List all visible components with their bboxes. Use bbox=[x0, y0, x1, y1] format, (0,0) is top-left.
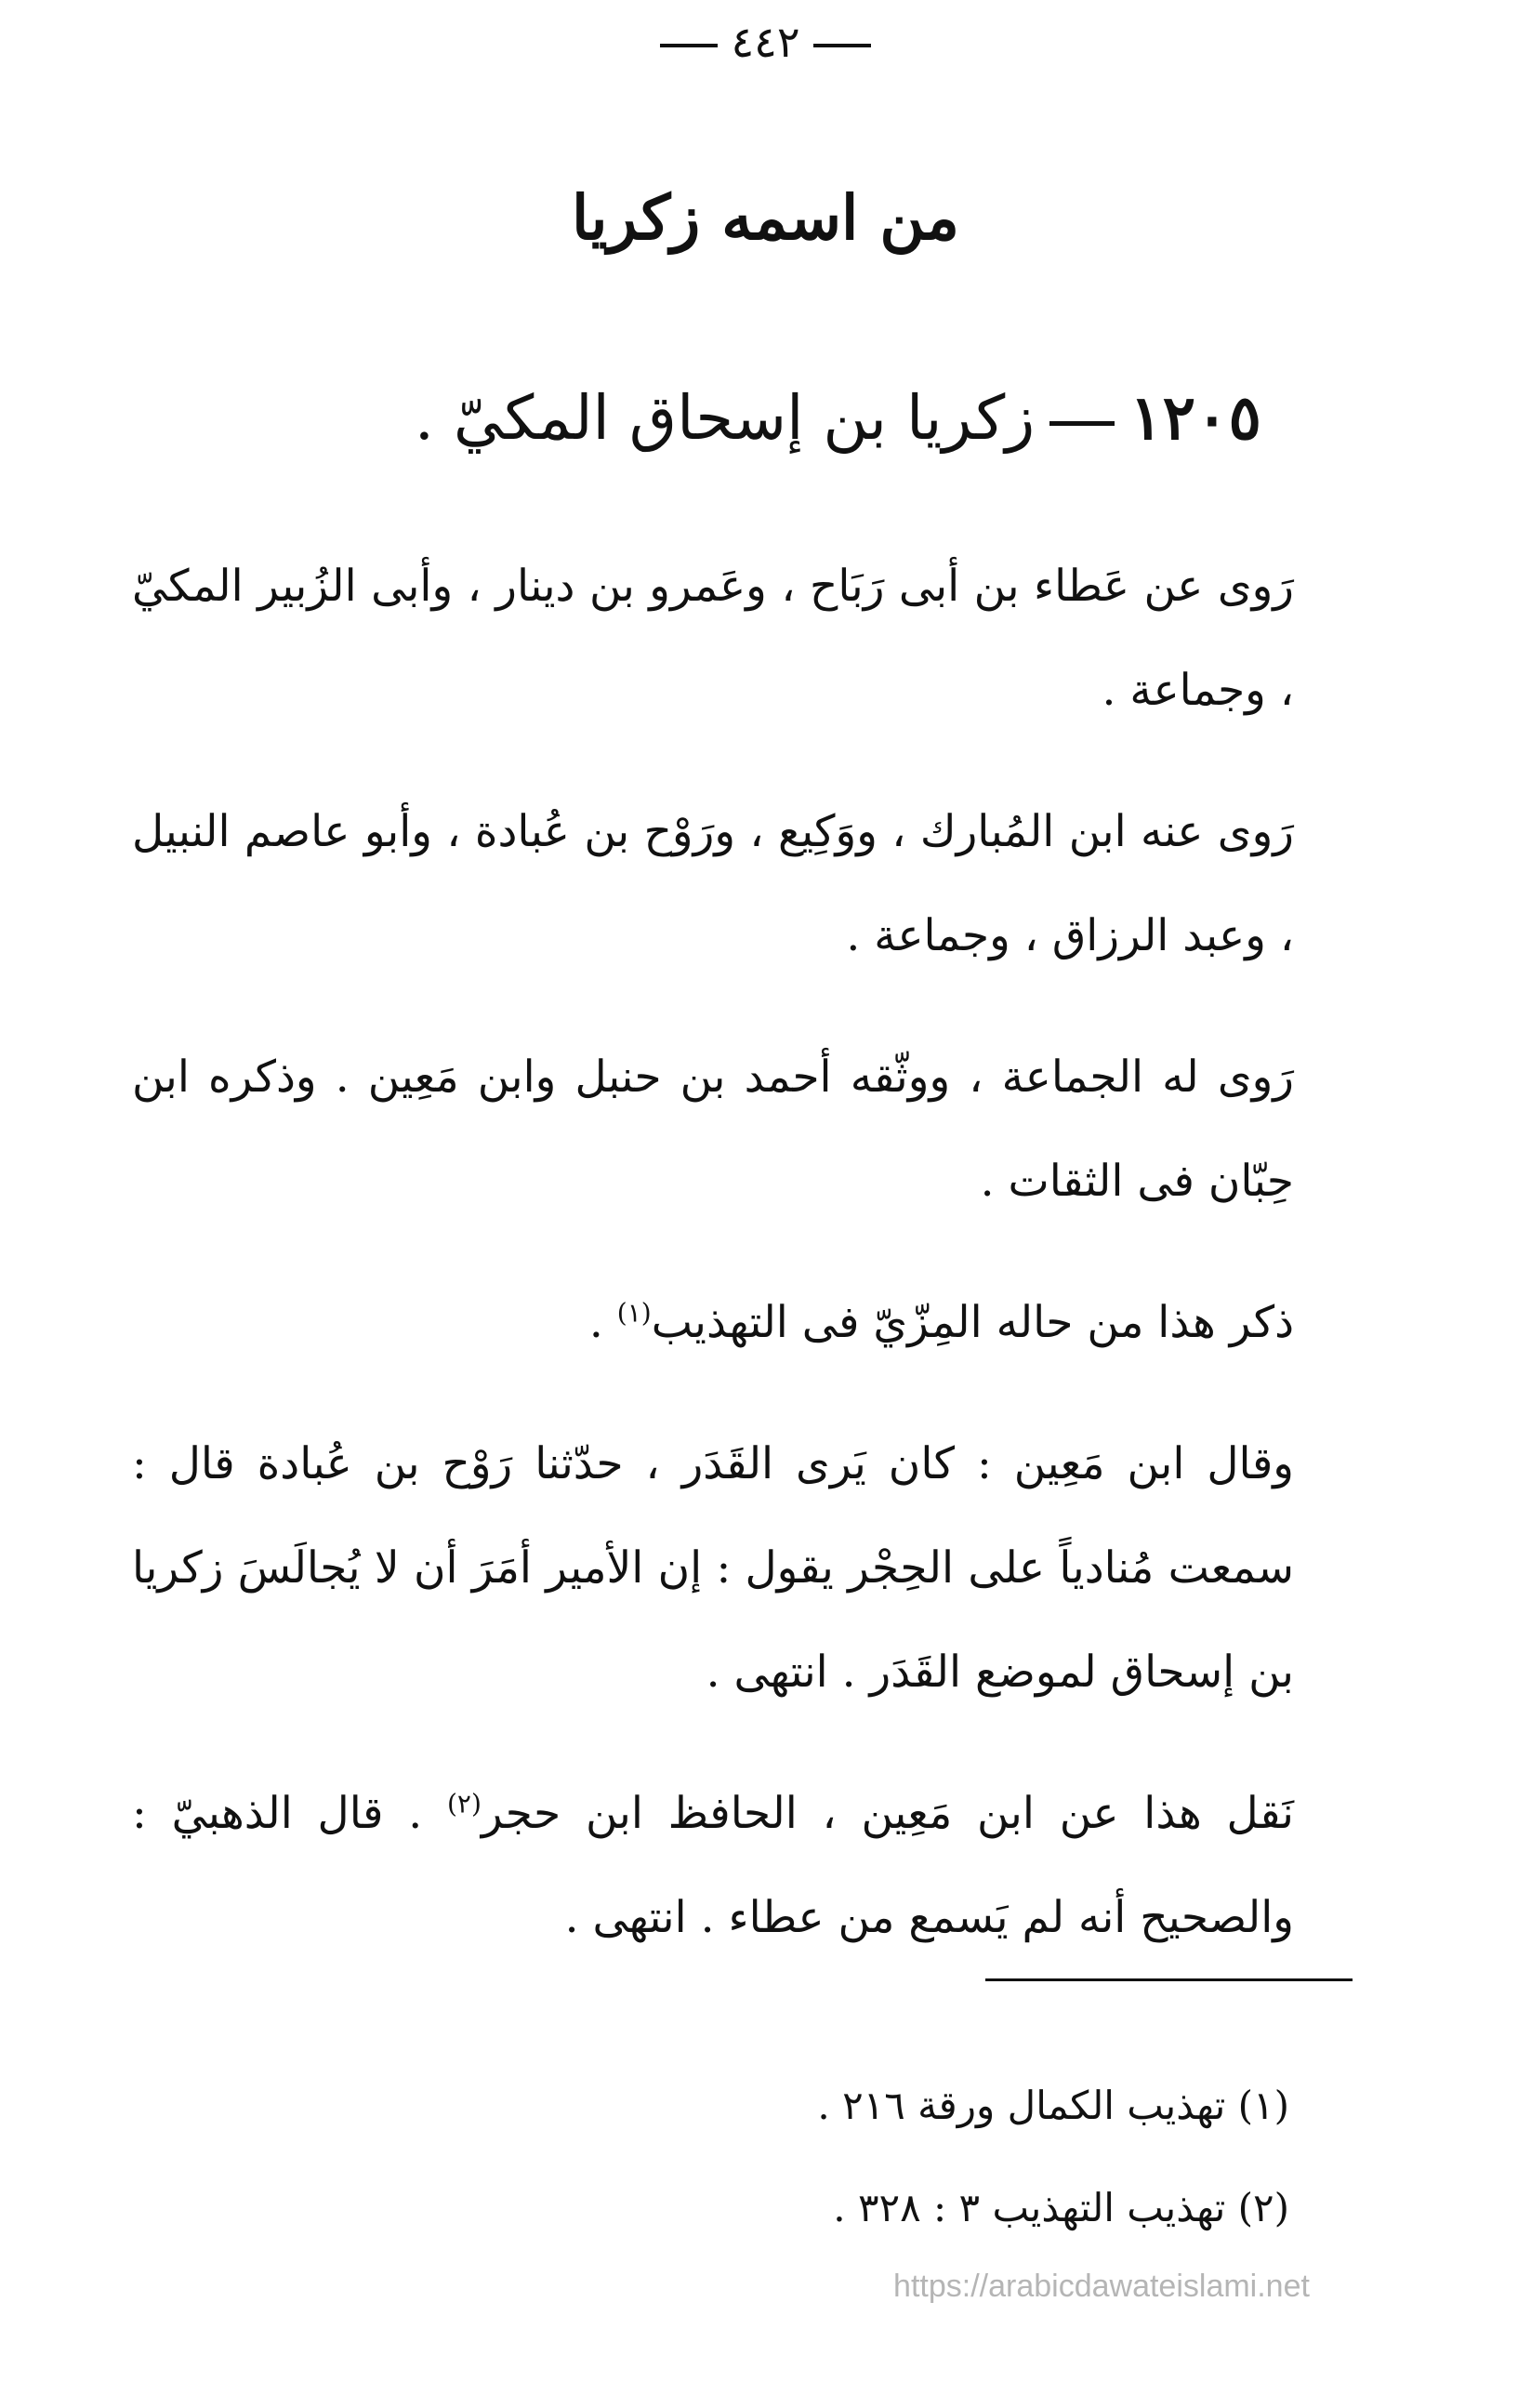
page-number-value: ٤٤٢ bbox=[731, 17, 800, 67]
page-number bbox=[0, 17, 1531, 67]
footnote-ref-2[interactable]: (٢) bbox=[446, 1788, 482, 1819]
paragraph-tail: . قال الذهبيّ : والصحيح أنه لم يَسمع من عطاء . انتهى . bbox=[132, 1788, 1294, 1943]
paragraph-text: رَوى عنه ابن المُبارك ، ووَكِيع ، ورَوْح بن عُبادة ، وأبو عاصم النبيل ، وعبد الرزاق ، وجماعة . bbox=[132, 806, 1294, 961]
footnote-divider bbox=[985, 1978, 1353, 1981]
footnote-1: (١) تهذيب الكمال ورقة ٢١٦ . bbox=[817, 2083, 1289, 2128]
entry-name: زكريا بن إسحاق المكيّ . bbox=[414, 382, 1036, 454]
section-title: من اسمه زكريا bbox=[572, 181, 959, 254]
paragraph-narrated-from bbox=[132, 535, 1294, 743]
paragraph-text: نَقل هذا عن ابن مَعِين ، الحافظ ابن حجر bbox=[481, 1788, 1294, 1839]
paragraph-text: وقال ابن مَعِين : كان يَرى القَدَر ، حدّثنا رَوْح بن عُبادة قال : سمعت مُنادياً على الحِجْر يقول : إن الأمير أمَرَ أن لا يُجالَسَ زكريا بن إسحاق لموضع القَدَر . انتهى . bbox=[132, 1438, 1294, 1698]
paragraph-text: رَوى له الجماعة ، ووثّقه أحمد بن حنبل وابن مَعِين . وذكره ابن حِبّان فى الثقات . bbox=[132, 1052, 1294, 1207]
body-text bbox=[132, 535, 1294, 2007]
footnote-ref-1[interactable]: (١) bbox=[616, 1297, 652, 1329]
entry-dash bbox=[1049, 421, 1115, 426]
paragraph-reliability bbox=[132, 1025, 1294, 1234]
paragraph-mizzi-note bbox=[132, 1271, 1294, 1375]
entry-number: ١٢٠٥ bbox=[1129, 381, 1261, 454]
paragraph-narrated-by bbox=[132, 780, 1294, 988]
footnote-2: (٢) تهذيب التهذيب ٣ : ٣٢٨ . bbox=[833, 2185, 1289, 2230]
paragraph-ibn-hajar-note bbox=[132, 1762, 1294, 1970]
page-number-dash-left bbox=[660, 44, 718, 47]
watermark-url: https://arabicdawateislami.net bbox=[893, 2269, 1310, 2304]
paragraph-tail: . bbox=[588, 1297, 617, 1348]
paragraph-text: ذكر هذا من حاله المِزّيّ فى التهذيب bbox=[651, 1297, 1294, 1348]
page-number-dash-right bbox=[813, 44, 871, 47]
entry-heading bbox=[239, 381, 1261, 454]
paragraph-ibn-main-quote bbox=[132, 1412, 1294, 1725]
paragraph-text: رَوى عن عَطاء بن أبى رَبَاح ، وعَمرو بن دينار ، وأبى الزُبير المكيّ ، وجماعة . bbox=[132, 561, 1294, 716]
footnotes bbox=[453, 2055, 1289, 2259]
